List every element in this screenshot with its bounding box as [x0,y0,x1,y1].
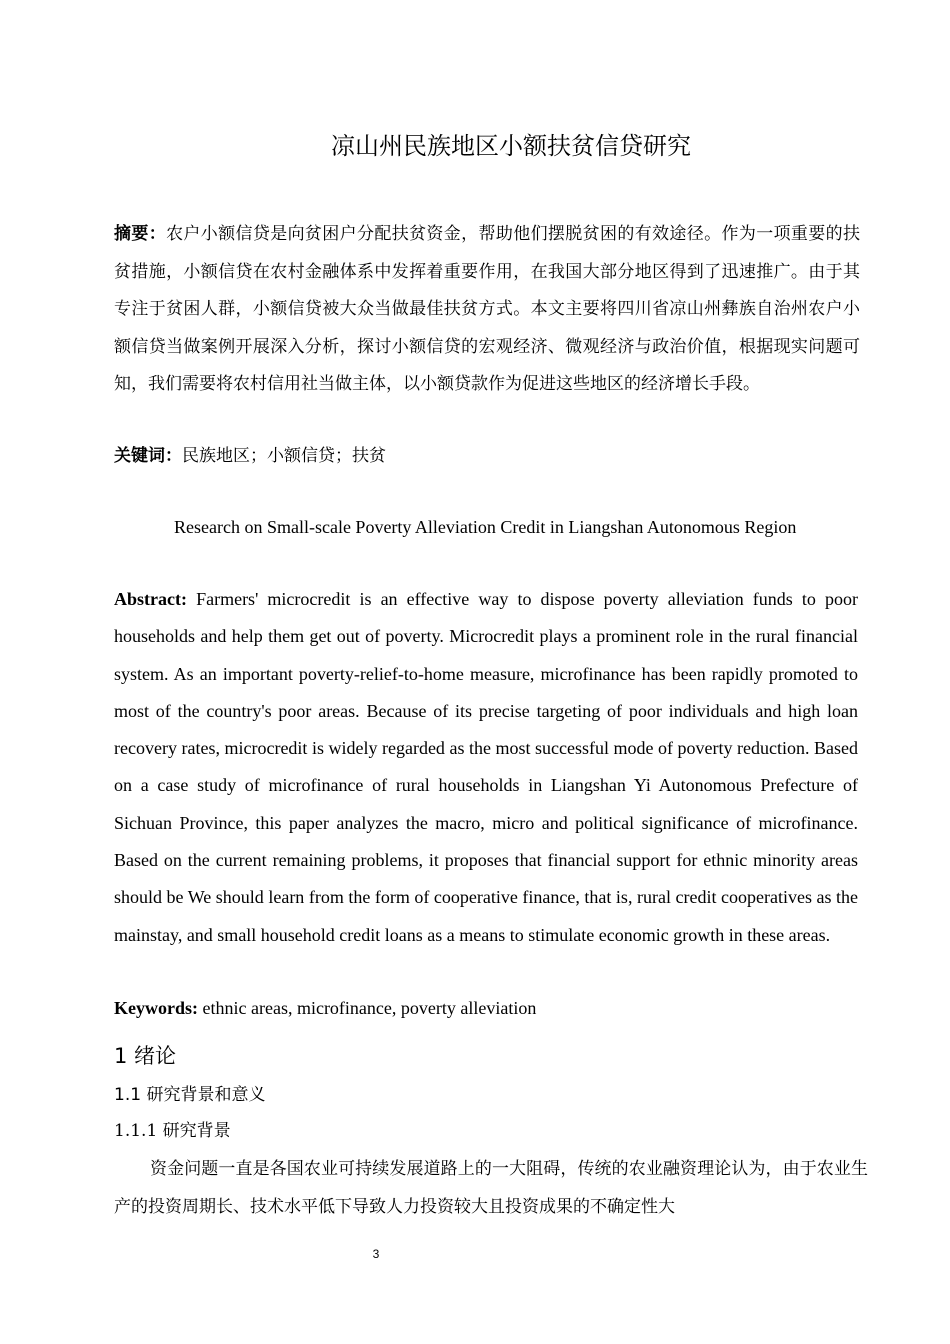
keywords-en [114,991,536,1025]
abstract-cn [114,216,860,404]
paper-title-cn: 凉山州民族地区小额扶贫信贷研究 [331,132,691,160]
abstract-cn-text: 农户小额信贷是向贫困户分配扶贫资金，帮助他们摆脱贫困的有效途径。作为一项重要的扶贫措施，小额信贷在农村金融体系中发挥着重要作用，在我国大部分地区得到了迅速推广。由于其专注于贫困人群，小额信贷被大众当做最佳扶贫方式。本文主要将四川省凉山州彝族自治州农户小额信贷当做案例开展深入分析，探讨小额信贷的宏观经济、微观经济与政治价值，根据现实问题可知，我们需要将农村信用社当做主体，以小额贷款作为促进这些地区的经济增长手段。 [114,224,861,395]
page-number: 3 [372,1247,380,1261]
keywords-en-text: ethnic areas, microfinance, poverty alleviation [198,998,537,1018]
section-heading-1-1-1: 1.1.1 研究背景 [114,1121,231,1141]
abstract-en [114,581,858,954]
keywords-cn [114,438,386,475]
keywords-cn-label: 关键词： [114,446,182,466]
abstract-en-label: Abstract: [114,589,187,609]
abstract-cn-label: 摘要： [114,224,167,244]
body-paragraph: 资金问题一直是各国农业可持续发展道路上的一大阻碍，传统的农业融资理论认为，由于农业生产的投资周期长、技术水平低下导致人力投资较大且投资成果的不确定性大 [114,1159,868,1217]
section-heading-1-1: 1.1 研究背景和意义 [114,1085,266,1105]
keywords-en-label: Keywords: [114,998,198,1018]
keywords-cn-text: 民族地区；小额信贷；扶贫 [182,446,386,466]
paper-title-en: Research on Small-scale Poverty Alleviation Credit in Liangshan Autonomous Region [174,517,797,537]
abstract-en-text: Farmers' microcredit is an effective way to dispose poverty alleviation funds to poor households and help them get out of poverty. Microcredit plays a prominent role in the rural financial system. As an important poverty-relief-to-home measure, microfinance has been rapidly promoted to most of the country's poor areas. Because of its precise targeting of poor individuals and high loan recovery rates, microcredit is widely regarded as the most successful mode of poverty reduction. Based on a case study of microfinance of rural households in Liangshan Yi Autonomous Prefecture of Sichuan Province, this paper analyzes the macro, micro and political significance of microfinance. Based on the current remaining problems, it proposes that financial support for ethnic minority areas should be We should learn from the form of cooperative finance, that is, rural credit cooperatives as the mainstay, and small household credit loans as a means to stimulate economic growth in these areas. [114,589,858,945]
section-heading-1: 1 绪论 [114,1044,177,1068]
